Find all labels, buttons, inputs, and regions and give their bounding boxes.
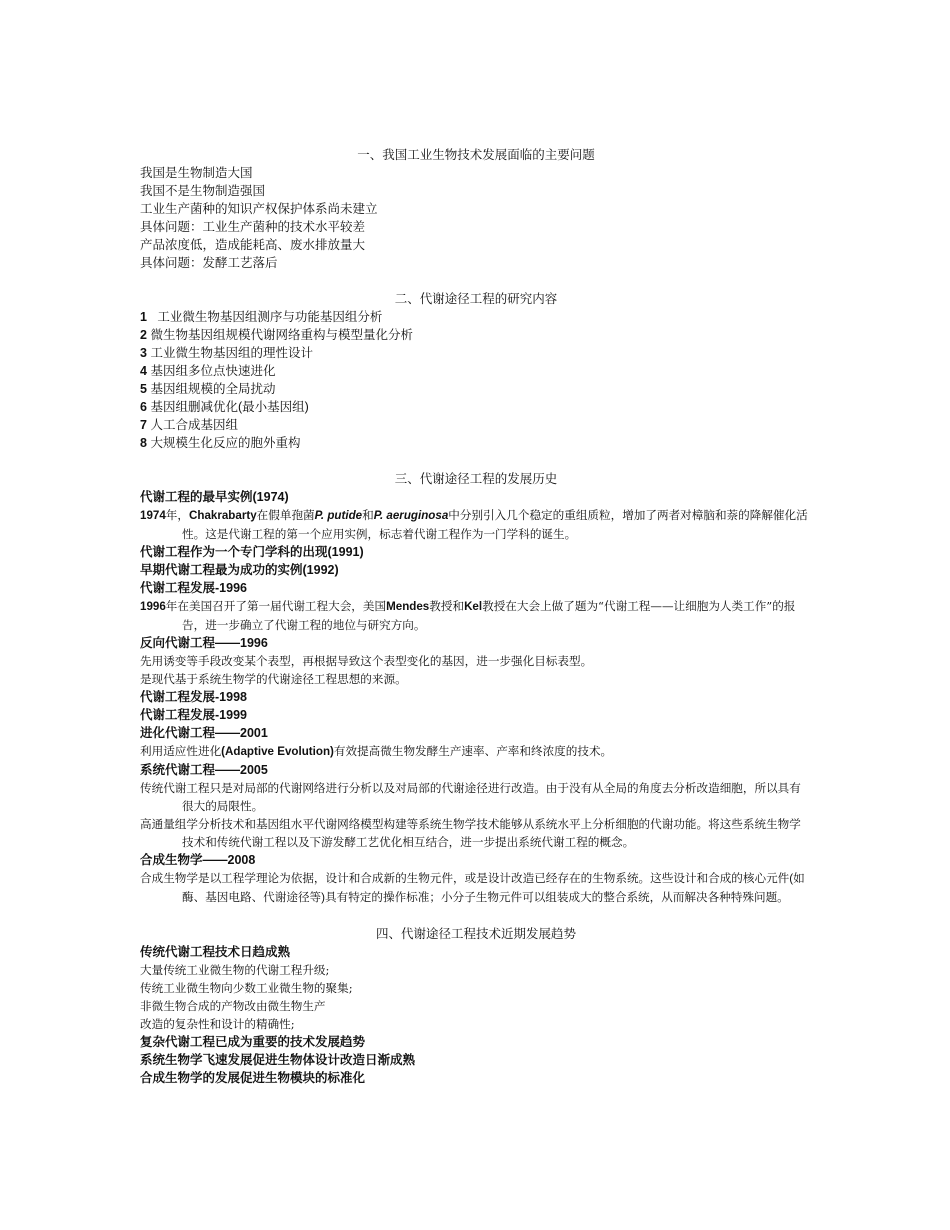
body-text: 合成生物学是以工程学理论为依据，设计和合成新的生物元件，或是设计改造已经存在的生物系统。这些设计和合成的核心元件 (140, 871, 790, 885)
item-number: 5 (140, 382, 147, 396)
section-2-heading: 二、代谢途径工程的研究内容 (394, 292, 558, 306)
reverse-line: 先用诱变等手段改变某个表型，再根据导致这个表型变化的基因，进一步强化目标表型。 (140, 654, 593, 668)
subheading-1999: 代谢工程发展-1999 (140, 708, 247, 722)
year-text: 1974 (140, 509, 166, 522)
research-item (140, 344, 812, 362)
person-name: Chakrabarty (189, 509, 257, 522)
section-1-line: 具体问题：工业生产菌种的技术水平较差 (140, 220, 366, 234)
subheading-evolution: 进化代谢工程——2001 (140, 726, 268, 740)
person-name: Kel (464, 600, 483, 613)
spacer (140, 907, 812, 925)
research-item (140, 416, 812, 434)
subheading-1998: 代谢工程发展-1998 (140, 690, 247, 704)
body-text: 利用适应性进化 (140, 744, 222, 758)
body-text: 教授在大会上做了题为“代谢工程——让细胞为人类工作”的报告，进一步确立了代谢工程的地位与研究方向。 (182, 599, 796, 632)
species-name: P. aeruginosa (373, 509, 449, 522)
section-1-line: 工业生产菌种的知识产权保护体系尚未建立 (140, 202, 378, 216)
subheading-1991: 代谢工程作为一个专门学科的出现(1991) (140, 545, 364, 559)
section-1-line: 我国不是生物制造强国 (140, 184, 266, 198)
species-name: P. putide (314, 509, 363, 522)
body-text: 有效提高微生物发酵生产速率、产率和终浓度的技术。 (333, 744, 613, 758)
body-text: 具有特定的操作标准；小分子生物元件可以组装成大的整合系统，从而解决各种特殊问题。 (325, 890, 789, 904)
item-text: 基因组多位点快速进化 (150, 364, 276, 378)
research-item (140, 362, 812, 380)
item-text: 人工合成基因组 (150, 418, 238, 432)
section-1-heading: 一、我国工业生物技术发展面临的主要问题 (357, 148, 595, 162)
reverse-line: 是现代基于系统生物学的代谢途径工程思想的来源。 (140, 672, 407, 686)
subheading-systems: 系统代谢工程——2005 (140, 763, 268, 777)
subheading-traditional: 传统代谢工程技术日趋成熟 (140, 945, 291, 959)
section-1-line: 产品浓度低，造成能耗高、废水排放量大 (140, 238, 366, 252)
trend-line: 改造的复杂性和设计的精确性; (140, 1017, 295, 1031)
year-text: 1996 (140, 600, 166, 613)
item-text: 基因组规模的全局扰动 (150, 382, 276, 396)
body-text: 年在美国召开了第一届代谢工程大会，美国 (165, 599, 387, 613)
item-number: 8 (140, 436, 147, 450)
section-3-heading: 三、代谢途径工程的发展历史 (394, 472, 558, 486)
body-text: (如酶、基因电路、代谢途径等) (182, 872, 805, 904)
research-item (140, 398, 812, 416)
evolution-paragraph (140, 742, 812, 761)
trend-heading: 合成生物学的发展促进生物模块的标准化 (140, 1071, 366, 1085)
systems-paragraph: 高通量组学分析技术和基因组水平代谢网络模型构建等系统生物学技术能够从系统水平上分析细胞的代谢功能。将这些系统生物学技术和传统代谢工程以及下游发酵工艺优化相互结合，进一步提出系统代谢工程的概念。 (140, 817, 801, 849)
item-number: 3 (140, 346, 147, 360)
research-item (140, 380, 812, 398)
paragraph-1996 (140, 597, 812, 634)
item-number: 7 (140, 418, 147, 432)
person-name: Mendes (386, 600, 430, 613)
trend-line: 非微生物合成的产物改由微生物生产 (140, 999, 326, 1013)
subheading-1974: 代谢工程的最早实例(1974) (140, 490, 289, 504)
subheading-reverse: 反向代谢工程——1996 (140, 636, 268, 650)
section-4-heading: 四、代谢途径工程技术近期发展趋势 (375, 927, 576, 941)
research-item (140, 434, 812, 452)
body-text: 年， (165, 508, 189, 522)
research-item (140, 308, 812, 326)
synthetic-paragraph (140, 869, 812, 907)
item-number: 6 (140, 400, 147, 414)
body-text: 教授和 (429, 599, 465, 613)
item-number: 1 (140, 310, 147, 324)
research-item (140, 326, 812, 344)
spacer (140, 272, 812, 290)
trend-line: 传统工业微生物向少数工业微生物的聚集; (140, 981, 353, 995)
trend-line: 大量传统工业微生物的代谢工程升级; (140, 963, 330, 977)
item-text: 基因组删减优化(最小基因组) (150, 400, 309, 414)
body-text: 和 (362, 508, 374, 522)
document-page (140, 146, 812, 1087)
trend-heading: 系统生物学飞速发展促进生物体设计改造日渐成熟 (140, 1053, 416, 1067)
subheading-synthetic: 合成生物学——2008 (140, 853, 256, 867)
item-number: 2 (140, 328, 147, 342)
item-text: 大规模生化反应的胞外重构 (150, 436, 301, 450)
spacer (140, 452, 812, 470)
trend-heading: 复杂代谢工程已成为重要的技术发展趋势 (140, 1035, 366, 1049)
term-text: (Adaptive Evolution) (221, 745, 334, 758)
paragraph-1974 (140, 506, 812, 543)
section-1-line: 我国是生物制造大国 (140, 166, 253, 180)
item-text: 工业微生物基因组测序与功能基因组分析 (157, 310, 383, 324)
body-text: 在假单孢菌 (256, 508, 315, 522)
subheading-1992: 早期代谢工程最为成功的实例(1992) (140, 563, 339, 577)
item-number: 4 (140, 364, 147, 378)
item-text: 工业微生物基因组的理性设计 (150, 346, 313, 360)
item-text: 微生物基因组规模代谢网络重构与模型量化分析 (150, 328, 413, 342)
systems-paragraph: 传统代谢工程只是对局部的代谢网络进行分析以及对局部的代谢途径进行改造。由于没有从全局的角度去分析改造细胞，所以具有很大的局限性。 (140, 781, 801, 813)
body-text: 中分别引入几个稳定的重组质粒，增加了两者对樟脑和萘的降解催化活性。这是代谢工程的第一个应用实例，标志着代谢工程作为一门学科的诞生。 (182, 508, 808, 541)
section-1-line: 具体问题：发酵工艺落后 (140, 256, 278, 270)
subheading-1996: 代谢工程发展-1996 (140, 581, 247, 595)
